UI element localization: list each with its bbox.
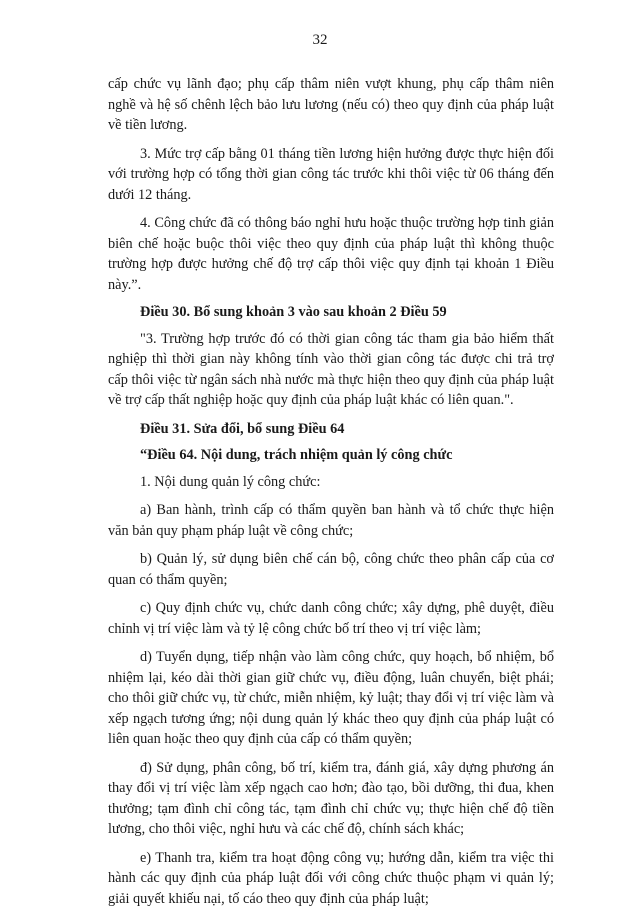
- article-30-heading: Điều 30. Bổ sung khoản 3 vào sau khoản 2 Điều 59: [140, 304, 447, 320]
- page-number: 32: [312, 32, 328, 48]
- item-c: c) Quy định chức vụ, chức danh công chức; xây dựng, phê duyệt, điều chỉnh vị trí việc làm và tỷ lệ công chức bố trí theo vị trí việc làm;: [108, 600, 554, 637]
- item-d: d) Tuyển dụng, tiếp nhận vào làm công chức, quy hoạch, bổ nhiệm, bổ nhiệm lại, kéo dài thời gian giữ chức vụ, điều động, luân chuyển, biệt phái; cho thôi giữ chức vụ, từ chức, miễn nhiệm, kỷ luật; thay đổi vị trí việc làm và xếp ngạch tương ứng; nội dung quản lý khác theo quy định của pháp luật có liên quan hoặc theo quy định của cấp có thẩm quyền;: [108, 649, 554, 747]
- item-a: a) Ban hành, trình cấp có thẩm quyền ban hành và tổ chức thực hiện văn bản quy phạm pháp luật về công chức;: [108, 502, 554, 539]
- article-64-heading: “Điều 64. Nội dung, trách nhiệm quản lý công chức: [140, 447, 453, 463]
- paragraph-continuation: cấp chức vụ lãnh đạo; phụ cấp thâm niên vượt khung, phụ cấp thâm niên nghề và hệ số chênh lệch bảo lưu lương (nếu có) theo quy định của pháp luật về tiền lương.: [108, 76, 554, 133]
- item-b: b) Quản lý, sử dụng biên chế cán bộ, công chức theo phân cấp của cơ quan có thẩm quyền;: [108, 551, 554, 588]
- article-31-heading: Điều 31. Sửa đổi, bổ sung Điều 64: [140, 420, 345, 437]
- item-1: 1. Nội dung quản lý công chức:: [140, 473, 321, 490]
- document-body: [108, 74, 554, 917]
- paragraph-clause-4: 4. Công chức đã có thông báo nghỉ hưu hoặc thuộc trường hợp tinh giản biên chế hoặc buộc thôi việc theo quy định của pháp luật thì không thuộc trường hợp được hưởng chế độ trợ cấp thôi việc quy định tại khoản 1 Điều này.”.: [108, 215, 554, 293]
- article-30-body: "3. Trường hợp trước đó có thời gian công tác tham gia bảo hiểm thất nghiệp thì thời gian này không tính vào thời gian công tác được chi trả trợ cấp thôi việc từ ngân sách nhà nước mà thực hiện theo quy định của pháp luật về trợ cấp thất nghiệp hoặc quy định của pháp luật khác có liên quan.".: [108, 330, 554, 408]
- item-dd: đ) Sử dụng, phân công, bố trí, kiểm tra, đánh giá, xây dựng phương án thay đổi vị trí việc làm xếp ngạch cao hơn; đào tạo, bồi dưỡng, thi đua, khen thưởng; tạm đình chỉ công tác, tạm đình chỉ chức vụ; thực hiện chế độ tiền lương, cho thôi việc, nghỉ hưu và các chế độ, chính sách khác;: [108, 759, 554, 837]
- item-e: e) Thanh tra, kiểm tra hoạt động công vụ; hướng dẫn, kiểm tra việc thi hành các quy định của pháp luật đối với công chức thuộc phạm vi quản lý; giải quyết khiếu nại, tố cáo theo quy định của pháp luật;: [108, 849, 554, 907]
- paragraph-clause-3: 3. Mức trợ cấp bằng 01 tháng tiền lương hiện hưởng được thực hiện đối với trường hợp có tổng thời gian công tác trước khi thôi việc từ 06 tháng đến dưới 12 tháng.: [108, 145, 554, 203]
